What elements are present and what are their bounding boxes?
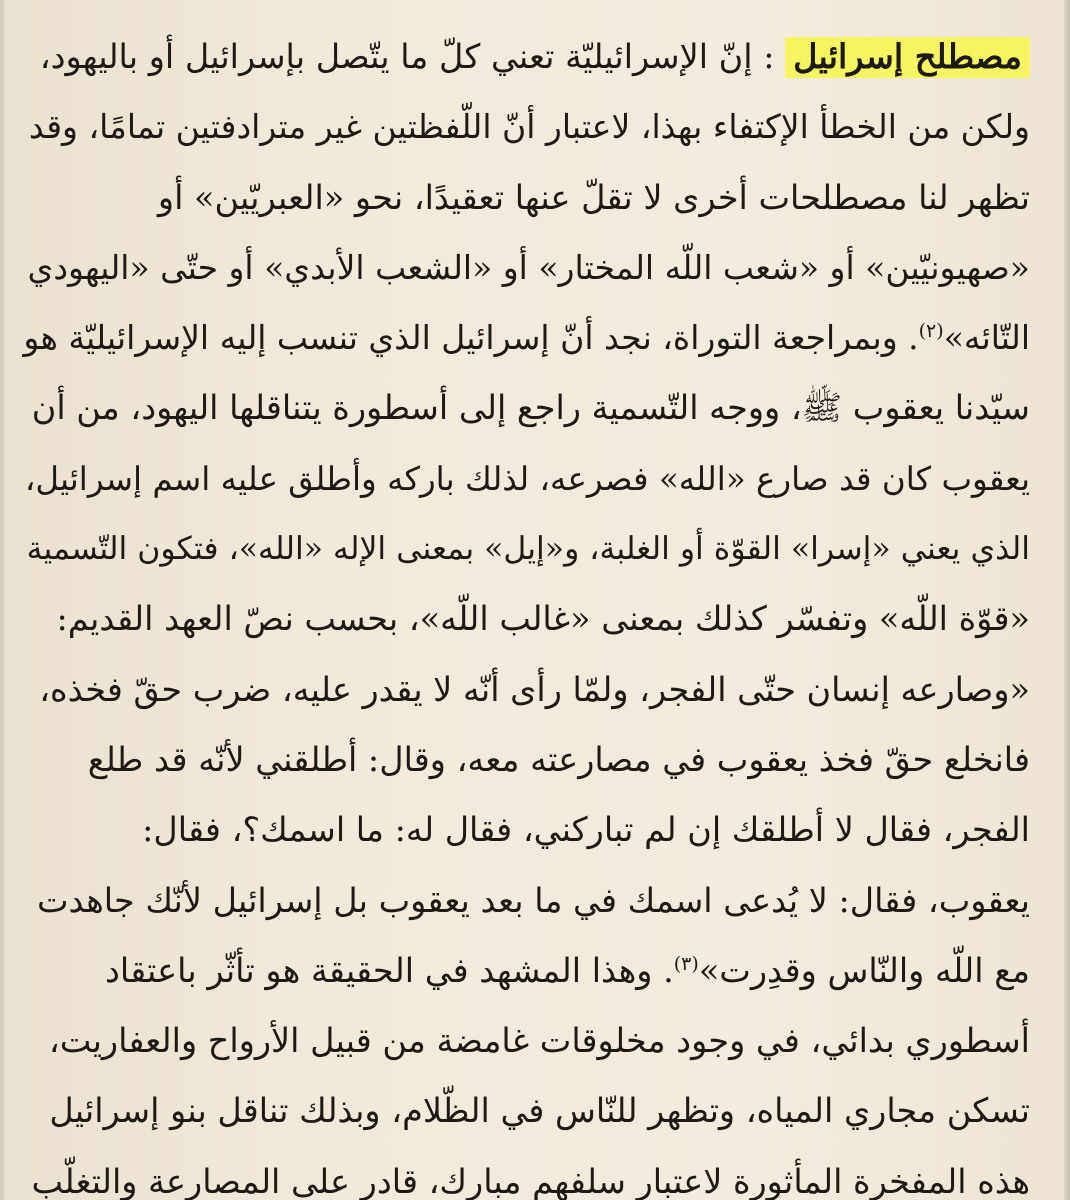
- text-line-6: سيّدنا يعقوب ﷺ، ووجه التّسمية راجع إلى أسطورة يتناقلها اليهود، من أن: [31, 388, 1030, 428]
- text-line-4: «صهيونيّين» أو «شعب اللّه المختار» أو «الشعب الأبدي» أو حتّى «اليهودي: [27, 247, 1030, 287]
- line-text: مع اللّه والنّاس وقدِرت»: [698, 950, 1030, 990]
- text-line-13: يعقوب، فقال: لا يُدعى اسمك في ما بعد يعقوب بل إسرائيل لأنّك جاهدت: [36, 880, 1030, 920]
- text-line-5: [20, 303, 1030, 373]
- text-line-17: هذه المفخرة المأثورة لاعتبار سلفهم مبارك، قادر على المصارعة والتغلّب: [31, 1161, 1030, 1200]
- line-text: . وهذا المشهد في الحقيقة هو تأثّر باعتقاد: [104, 950, 674, 990]
- text-line-16: تسكن مجاري المياه، وتظهر للنّاس في الظّلام، وبذلك تناقل بنو إسرائيل: [49, 1091, 1030, 1131]
- text-line-1: [20, 22, 1030, 92]
- text-line-7: يعقوب كان قد صارع «الله» فصرعه، لذلك باركه وأطلق عليه اسم إسرائيل،: [24, 459, 1030, 498]
- text-line-14: [20, 936, 1030, 1006]
- footnote-marker: (٣): [673, 952, 699, 975]
- text-line-3: تظهر لنا مصطلحات أخرى لا تقلّ عنها تعقيدًا، نحو «العبريّين» أو: [157, 177, 1030, 217]
- text-line-12: الفجر، فقال لا أطلقك إن لم تباركني، فقال له: ما اسمك؟، فقال:: [142, 810, 1030, 850]
- highlighted-term: مصطلح إسرائيل: [785, 37, 1030, 78]
- line-text: التّائه»: [943, 318, 1030, 358]
- text-line-10: «وصارعه إنسان حتّى الفجر، ولمّا رأى أنّه لا يقدر عليه، ضرب حقّ فخذه،: [39, 669, 1030, 709]
- text-line-9: «قوّة اللّه» وتفسّر كذلك بمعنى «غالب اللّه»، بحسب نصّ العهد القديم:: [56, 599, 1030, 639]
- line-text: : إنّ الإسرائيليّة تعني كلّ ما يتّصل بإسرائيل أو باليهود،: [39, 37, 775, 76]
- text-line-8: الذي يعني «إسرا» القوّة أو الغلبة، و«إيل» بمعنى الإله «الله»، فتكون التّسمية: [26, 531, 1030, 568]
- text-line-11: فانخلع حقّ فخذ يعقوب في مصارعته معه، وقال: أطلقني لأنّه قد طلع: [87, 739, 1030, 779]
- line-text: . وبمراجعة التوراة، نجد أنّ إسرائيل الذي تنسب إليه الإسرائيليّة هو: [23, 318, 919, 358]
- text-line-2: ولكن من الخطأ الإكتفاء بهذا، لاعتبار أنّ اللّفظتين غير مترادفتين تمامًا، وقد: [28, 107, 1030, 147]
- text-line-15: أسطوري بدائي، في وجود مخلوقات غامضة من قبيل الأرواح والعفاريت،: [48, 1021, 1030, 1061]
- footnote-marker: (٢): [918, 320, 944, 343]
